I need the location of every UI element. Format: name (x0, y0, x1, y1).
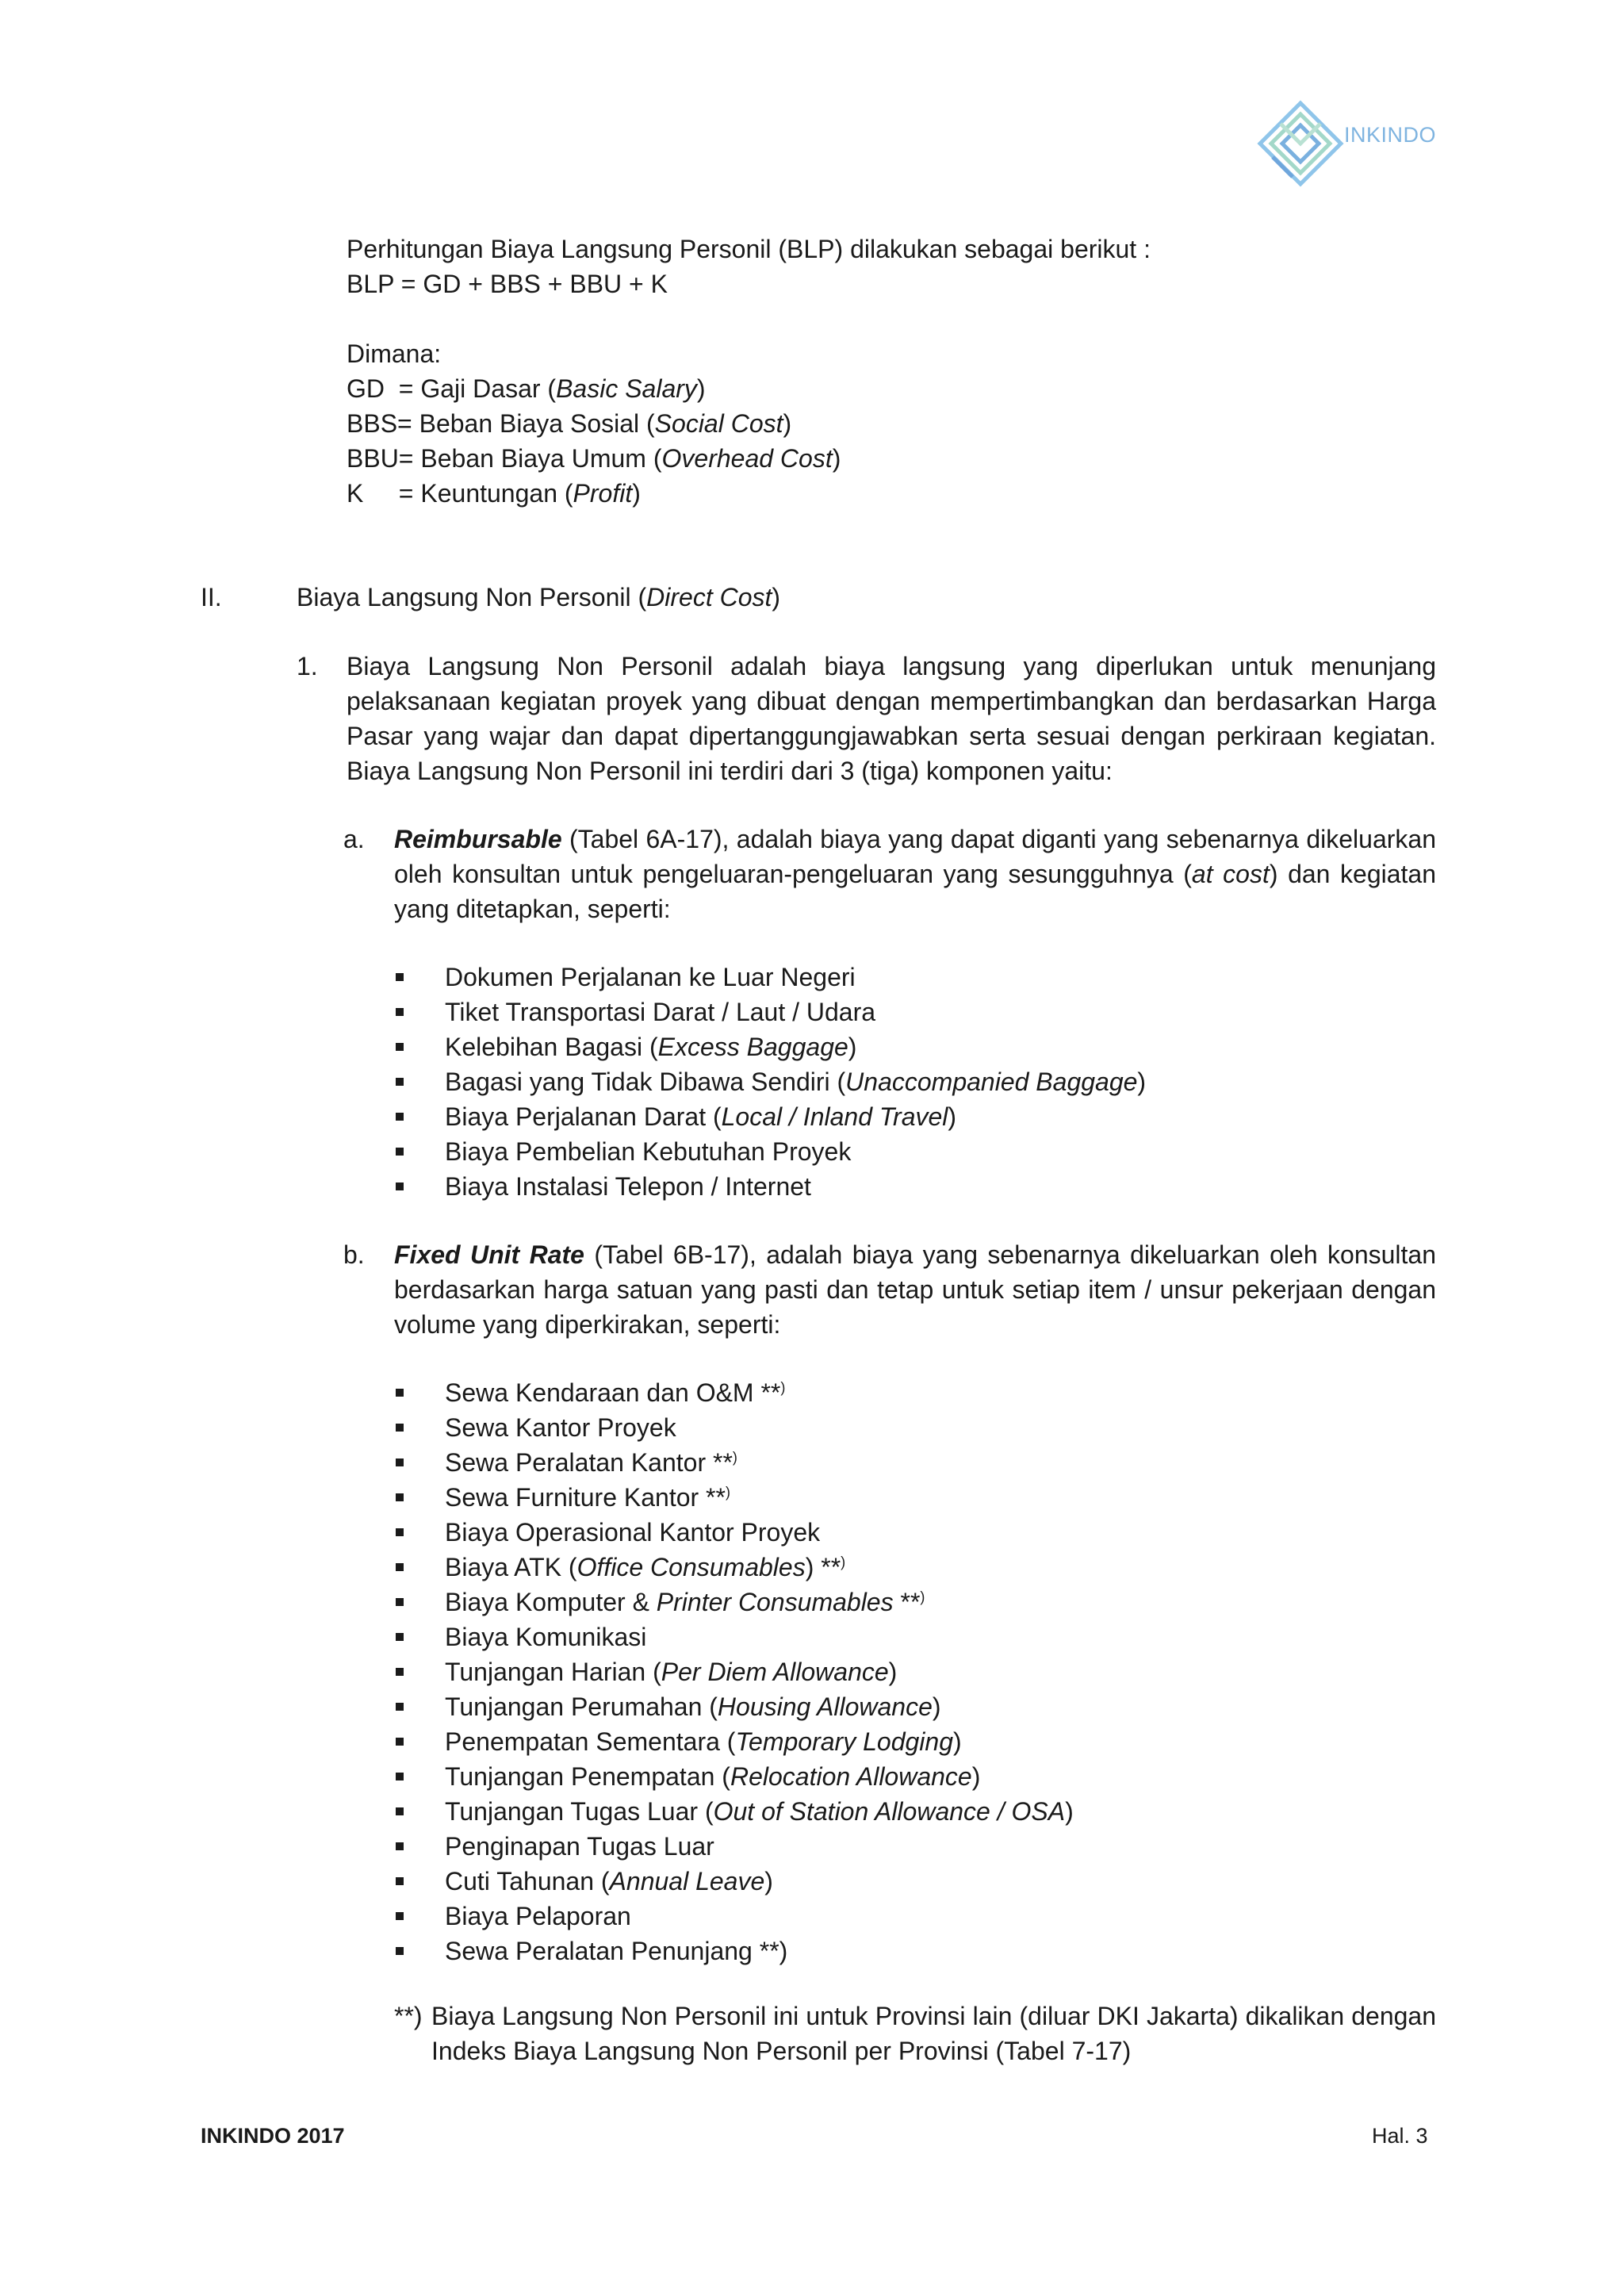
fixed-unit-rate-term: Fixed Unit Rate (394, 1240, 584, 1269)
bullet-square-icon (396, 1563, 404, 1571)
bullet-square-icon (396, 1912, 404, 1920)
list-item: Biaya Perjalanan Darat (Local / Inland Travel) (394, 1099, 1425, 1134)
list-item: Sewa Furniture Kantor **) (394, 1480, 1425, 1515)
subitem-label-a: a. (343, 825, 365, 853)
definition-bbs: BBS= Beban Biaya Sosial (Social Cost) (347, 409, 792, 438)
bullet-square-icon (396, 1528, 404, 1536)
list-item: Cuti Tahunan (Annual Leave) (394, 1864, 1425, 1899)
list-item: Bagasi yang Tidak Dibawa Sendiri (Unaccompanied Baggage) (394, 1064, 1425, 1099)
logo-text: INKINDO (1344, 123, 1437, 147)
list-item: Tiket Transportasi Darat / Laut / Udara (394, 995, 1425, 1029)
blp-formula: BLP = GD + BBS + BBU + K (347, 270, 668, 298)
bullet-square-icon (396, 1113, 404, 1121)
list-item: Biaya Operasional Kantor Proyek (394, 1515, 1425, 1550)
bullet-square-icon (396, 1842, 404, 1850)
list-item: Biaya ATK (Office Consumables) **) (394, 1550, 1425, 1585)
list-item: Penginapan Tugas Luar (394, 1829, 1425, 1864)
note-text: Biaya Langsung Non Personil ini untuk Provinsi lain (diluar DKI Jakarta) dikalikan dengan Indeks Biaya Langsung Non Personil per Provinsi (Tabel 7-17) (431, 2002, 1436, 2065)
definition-gd: GD = Gaji Dasar (Basic Salary) (347, 374, 706, 403)
subitem-label-b: b. (343, 1240, 365, 1269)
bullet-square-icon (396, 1877, 404, 1885)
list-item: Biaya Pelaporan (394, 1899, 1425, 1934)
section-number: II. (201, 583, 222, 611)
section-title: Biaya Langsung Non Personil (Direct Cost) (297, 583, 781, 611)
list-item: Tunjangan Perumahan (Housing Allowance) (394, 1689, 1425, 1724)
bullet-square-icon (396, 1078, 404, 1086)
bullet-square-icon (396, 1493, 404, 1501)
list-item: Biaya Komunikasi (394, 1619, 1425, 1654)
bullet-square-icon (396, 1738, 404, 1746)
bullet-square-icon (396, 1458, 404, 1466)
list-item: Biaya Pembelian Kebutuhan Proyek (394, 1134, 1425, 1169)
item-paragraph: Biaya Langsung Non Personil adalah biaya langsung yang diperlukan untuk menunjang pelaksanaan kegiatan proyek yang dibuat dengan mempertimbangkan dan berdasarkan Harga Pasar yang wajar dan dapat dipertanggungjawabkan serta sesuai dengan perkiraan kegiatan. Biaya Langsung Non Personil ini terdiri dari 3 (tiga) komponen yaitu: (347, 652, 1436, 785)
blank-line (347, 301, 1457, 336)
reimbursable-term: Reimbursable (394, 825, 562, 853)
list-item: Tunjangan Tugas Luar (Out of Station Allowance / OSA) (394, 1794, 1425, 1829)
bullet-square-icon (396, 1947, 404, 1955)
blp-section (347, 232, 1457, 511)
bullet-square-icon (396, 1598, 404, 1606)
bullet-square-icon (396, 1182, 404, 1190)
item-number: 1. (297, 652, 318, 680)
list-item: Biaya Instalasi Telepon / Internet (394, 1169, 1425, 1204)
bullet-square-icon (396, 1424, 404, 1432)
blp-where: Dimana: (347, 339, 442, 368)
bullet-square-icon (396, 1633, 404, 1641)
footer-organization: INKINDO 2017 (201, 2124, 345, 2148)
list-item: Sewa Peralatan Penunjang **) (394, 1934, 1425, 1968)
list-item: Dokumen Perjalanan ke Luar Negeri (394, 960, 1425, 995)
definition-bbu: BBU= Beban Biaya Umum (Overhead Cost) (347, 444, 841, 473)
bullet-square-icon (396, 1773, 404, 1780)
note-marker: **) (394, 2002, 423, 2030)
reimbursable-list (394, 960, 1425, 1204)
fixed-unit-rate-list (394, 1375, 1425, 1968)
list-item: Tunjangan Harian (Per Diem Allowance) (394, 1654, 1425, 1689)
bullet-square-icon (396, 973, 404, 981)
list-item: Biaya Komputer & Printer Consumables **) (394, 1585, 1425, 1619)
bullet-square-icon (396, 1043, 404, 1051)
bullet-square-icon (396, 1389, 404, 1397)
subitem-paragraph-b: Fixed Unit Rate (Tabel 6B-17), adalah biaya yang sebenarnya dikeluarkan oleh konsultan berdasarkan harga satuan yang pasti dan tetap untuk setiap item / unsur pekerjaan dengan volume yang diperkirakan, seperti: (394, 1240, 1437, 1339)
bullet-square-icon (396, 1148, 404, 1156)
list-item: Kelebihan Bagasi (Excess Baggage) (394, 1029, 1425, 1064)
bullet-square-icon (396, 1807, 404, 1815)
page-number: Hal. 3 (1372, 2124, 1428, 2148)
list-item: Tunjangan Penempatan (Relocation Allowance) (394, 1759, 1425, 1794)
inkindo-logo (1257, 100, 1455, 187)
bullet-square-icon (396, 1668, 404, 1676)
definition-k: K = Keuntungan (Profit) (347, 479, 641, 508)
blp-intro: Perhitungan Biaya Langsung Personil (BLP) dilakukan sebagai berikut : (347, 235, 1151, 263)
list-item: Penempatan Sementara (Temporary Lodging) (394, 1724, 1425, 1759)
inkindo-logo-mark-icon (1257, 100, 1344, 187)
subitem-paragraph-a: Reimbursable (Tabel 6A-17), adalah biaya yang dapat diganti yang sebenarnya dikeluarkan oleh konsultan untuk pengeluaran-pengeluaran yang sesungguhnya (at cost) dan kegiatan yang ditetapkan, seperti: (394, 825, 1437, 923)
bullet-square-icon (396, 1703, 404, 1711)
list-item: Sewa Kantor Proyek (394, 1410, 1425, 1445)
list-item: Sewa Peralatan Kantor **) (394, 1445, 1425, 1480)
bullet-square-icon (396, 1008, 404, 1016)
list-item: Sewa Kendaraan dan O&M **) (394, 1375, 1425, 1410)
